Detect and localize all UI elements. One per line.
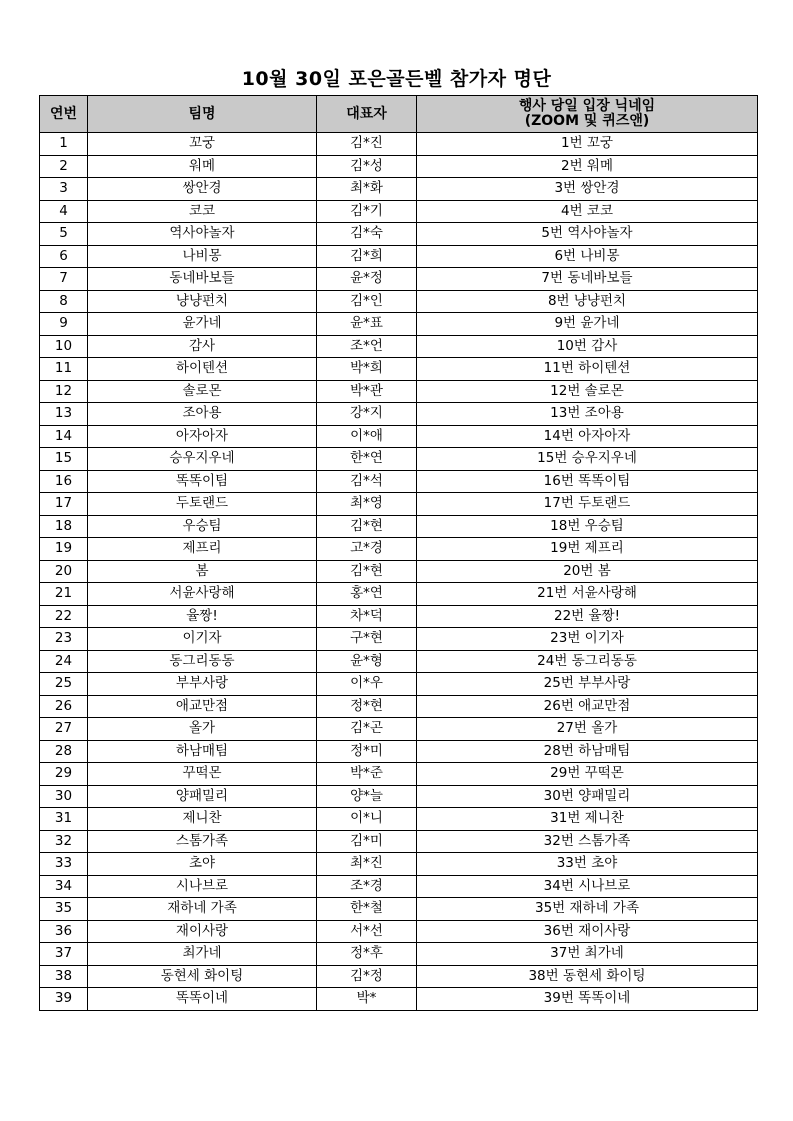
cell-nickname: 25번 부부사랑: [417, 673, 758, 696]
table-row: [40, 200, 758, 223]
cell-nickname: 3번 쌍안경: [417, 178, 758, 201]
cell-nickname: 36번 재이사랑: [417, 920, 758, 943]
table-row: [40, 898, 758, 921]
cell-team-name: 애교만점: [88, 695, 317, 718]
cell-nickname: 38번 동현세 화이팅: [417, 965, 758, 988]
cell-representative: 김*미: [317, 830, 417, 853]
cell-team-name: 승우지우네: [88, 448, 317, 471]
cell-representative: 박*관: [317, 380, 417, 403]
cell-representative: 박*준: [317, 763, 417, 786]
cell-number: 10: [40, 335, 88, 358]
table-row: [40, 313, 758, 336]
table-row: [40, 538, 758, 561]
cell-team-name: 제프리: [88, 538, 317, 561]
cell-nickname: 12번 솔로몬: [417, 380, 758, 403]
cell-number: 29: [40, 763, 88, 786]
cell-representative: 조*언: [317, 335, 417, 358]
cell-nickname: 10번 감사: [417, 335, 758, 358]
table-row: [40, 943, 758, 966]
cell-nickname: 24번 동그리동동: [417, 650, 758, 673]
cell-team-name: 조아용: [88, 403, 317, 426]
cell-team-name: 솔로몬: [88, 380, 317, 403]
cell-team-name: 재하네 가족: [88, 898, 317, 921]
table-row: [40, 830, 758, 853]
cell-number: 6: [40, 245, 88, 268]
cell-nickname: 30번 양패밀리: [417, 785, 758, 808]
cell-nickname: 33번 초야: [417, 853, 758, 876]
cell-representative: 서*선: [317, 920, 417, 943]
cell-team-name: 동그리동동: [88, 650, 317, 673]
cell-number: 20: [40, 560, 88, 583]
cell-number: 13: [40, 403, 88, 426]
cell-number: 4: [40, 200, 88, 223]
cell-number: 22: [40, 605, 88, 628]
cell-nickname: 4번 코코: [417, 200, 758, 223]
table-row: [40, 358, 758, 381]
cell-representative: 김*성: [317, 155, 417, 178]
cell-team-name: 하남매팀: [88, 740, 317, 763]
header-nickname: [417, 96, 758, 133]
cell-nickname: 6번 나비몽: [417, 245, 758, 268]
cell-number: 38: [40, 965, 88, 988]
cell-representative: 구*현: [317, 628, 417, 651]
cell-team-name: 율짱!: [88, 605, 317, 628]
cell-number: 27: [40, 718, 88, 741]
table-row: [40, 335, 758, 358]
cell-representative: 박*희: [317, 358, 417, 381]
cell-number: 17: [40, 493, 88, 516]
cell-nickname: 2번 워메: [417, 155, 758, 178]
cell-team-name: 동네바보들: [88, 268, 317, 291]
table-row: [40, 380, 758, 403]
cell-team-name: 똑똑이팀: [88, 470, 317, 493]
cell-representative: 최*진: [317, 853, 417, 876]
table-row: [40, 133, 758, 156]
cell-team-name: 이기자: [88, 628, 317, 651]
cell-nickname: 37번 최가네: [417, 943, 758, 966]
cell-number: 39: [40, 988, 88, 1011]
header-representative: 대표자: [317, 96, 417, 133]
cell-nickname: 22번 율짱!: [417, 605, 758, 628]
cell-nickname: 7번 동네바보들: [417, 268, 758, 291]
table-row: [40, 268, 758, 291]
cell-representative: 한*철: [317, 898, 417, 921]
table-row: [40, 560, 758, 583]
cell-representative: 윤*정: [317, 268, 417, 291]
table-row: [40, 763, 758, 786]
header-nickname-line2: (ZOOM 및 퀴즈앤): [524, 113, 650, 129]
cell-team-name: 냥냥펀치: [88, 290, 317, 313]
cell-team-name: 감사: [88, 335, 317, 358]
cell-nickname: 15번 승우지우네: [417, 448, 758, 471]
header-team-name: 팀명: [88, 96, 317, 133]
cell-team-name: 우승팀: [88, 515, 317, 538]
cell-representative: 정*미: [317, 740, 417, 763]
cell-nickname: 35번 재하네 가족: [417, 898, 758, 921]
cell-nickname: 1번 꼬궁: [417, 133, 758, 156]
cell-representative: 김*현: [317, 560, 417, 583]
cell-number: 31: [40, 808, 88, 831]
cell-team-name: 아자아자: [88, 425, 317, 448]
table-row: [40, 583, 758, 606]
cell-team-name: 동현세 화이팅: [88, 965, 317, 988]
table-row: [40, 515, 758, 538]
cell-number: 28: [40, 740, 88, 763]
cell-team-name: 쌍안경: [88, 178, 317, 201]
cell-team-name: 시나브로: [88, 875, 317, 898]
cell-nickname: 31번 제니찬: [417, 808, 758, 831]
cell-team-name: 제니찬: [88, 808, 317, 831]
cell-nickname: 5번 역사야놀자: [417, 223, 758, 246]
cell-representative: 홍*연: [317, 583, 417, 606]
table-row: [40, 628, 758, 651]
table-row: [40, 785, 758, 808]
table-row: [40, 178, 758, 201]
header-number: 연번: [40, 96, 88, 133]
cell-number: 1: [40, 133, 88, 156]
cell-nickname: 20번 봄: [417, 560, 758, 583]
cell-representative: 차*덕: [317, 605, 417, 628]
cell-representative: 김*희: [317, 245, 417, 268]
table-row: [40, 155, 758, 178]
cell-nickname: 39번 똑똑이네: [417, 988, 758, 1011]
cell-team-name: 양패밀리: [88, 785, 317, 808]
table-row: [40, 425, 758, 448]
cell-nickname: 28번 하남매팀: [417, 740, 758, 763]
table-row: [40, 223, 758, 246]
cell-nickname: 32번 스톰가족: [417, 830, 758, 853]
cell-team-name: 윤가네: [88, 313, 317, 336]
cell-number: 24: [40, 650, 88, 673]
cell-representative: 정*후: [317, 943, 417, 966]
cell-number: 9: [40, 313, 88, 336]
table-body: [40, 133, 758, 1011]
cell-team-name: 똑똑이네: [88, 988, 317, 1011]
cell-number: 30: [40, 785, 88, 808]
cell-number: 32: [40, 830, 88, 853]
cell-number: 25: [40, 673, 88, 696]
cell-number: 15: [40, 448, 88, 471]
cell-nickname: 18번 우승팀: [417, 515, 758, 538]
cell-nickname: 29번 꾸떡몬: [417, 763, 758, 786]
participant-table: [39, 95, 758, 1011]
cell-number: 19: [40, 538, 88, 561]
table-row: [40, 290, 758, 313]
header-nickname-line1: 행사 당일 입장 닉네임: [518, 98, 656, 114]
cell-representative: 이*애: [317, 425, 417, 448]
table-row: [40, 808, 758, 831]
cell-nickname: 27번 올가: [417, 718, 758, 741]
cell-representative: 윤*표: [317, 313, 417, 336]
cell-number: 37: [40, 943, 88, 966]
cell-number: 3: [40, 178, 88, 201]
cell-number: 8: [40, 290, 88, 313]
cell-team-name: 부부사랑: [88, 673, 317, 696]
cell-team-name: 코코: [88, 200, 317, 223]
cell-number: 35: [40, 898, 88, 921]
cell-number: 34: [40, 875, 88, 898]
cell-nickname: 16번 똑똑이팀: [417, 470, 758, 493]
table-row: [40, 965, 758, 988]
cell-number: 33: [40, 853, 88, 876]
cell-number: 7: [40, 268, 88, 291]
cell-representative: 김*정: [317, 965, 417, 988]
cell-representative: 조*경: [317, 875, 417, 898]
cell-number: 5: [40, 223, 88, 246]
table-row: [40, 245, 758, 268]
cell-representative: 김*현: [317, 515, 417, 538]
cell-nickname: 8번 냥냥펀치: [417, 290, 758, 313]
cell-team-name: 꾸떡몬: [88, 763, 317, 786]
cell-team-name: 스톰가족: [88, 830, 317, 853]
cell-team-name: 꼬궁: [88, 133, 317, 156]
cell-number: 23: [40, 628, 88, 651]
cell-team-name: 두토랜드: [88, 493, 317, 516]
cell-nickname: 9번 윤가네: [417, 313, 758, 336]
cell-representative: 김*석: [317, 470, 417, 493]
cell-number: 18: [40, 515, 88, 538]
cell-representative: 양*늘: [317, 785, 417, 808]
cell-representative: 김*진: [317, 133, 417, 156]
cell-representative: 윤*형: [317, 650, 417, 673]
cell-team-name: 서윤사랑해: [88, 583, 317, 606]
cell-team-name: 워메: [88, 155, 317, 178]
cell-representative: 최*영: [317, 493, 417, 516]
cell-representative: 이*우: [317, 673, 417, 696]
cell-nickname: 14번 아자아자: [417, 425, 758, 448]
cell-team-name: 하이텐션: [88, 358, 317, 381]
cell-representative: 최*화: [317, 178, 417, 201]
table-row: [40, 403, 758, 426]
table-row: [40, 448, 758, 471]
cell-number: 21: [40, 583, 88, 606]
cell-nickname: 23번 이기자: [417, 628, 758, 651]
cell-number: 11: [40, 358, 88, 381]
cell-nickname: 34번 시나브로: [417, 875, 758, 898]
cell-nickname: 11번 하이텐션: [417, 358, 758, 381]
cell-representative: 강*지: [317, 403, 417, 426]
cell-representative: 김*숙: [317, 223, 417, 246]
table-row: [40, 650, 758, 673]
cell-team-name: 올가: [88, 718, 317, 741]
table-row: [40, 470, 758, 493]
cell-nickname: 26번 애교만점: [417, 695, 758, 718]
table-row: [40, 493, 758, 516]
table-row: [40, 740, 758, 763]
cell-number: 14: [40, 425, 88, 448]
cell-number: 2: [40, 155, 88, 178]
table-row: [40, 695, 758, 718]
cell-nickname: 19번 제프리: [417, 538, 758, 561]
cell-representative: 김*곤: [317, 718, 417, 741]
cell-team-name: 최가네: [88, 943, 317, 966]
table-row: [40, 605, 758, 628]
cell-nickname: 17번 두토랜드: [417, 493, 758, 516]
cell-team-name: 재이사랑: [88, 920, 317, 943]
cell-team-name: 역사야놀자: [88, 223, 317, 246]
document-title: 10월 30일 포은골든벨 참가자 명단: [241, 68, 552, 90]
header-row: [40, 96, 758, 133]
cell-representative: 정*현: [317, 695, 417, 718]
cell-number: 16: [40, 470, 88, 493]
cell-representative: 고*경: [317, 538, 417, 561]
cell-nickname: 21번 서윤사랑해: [417, 583, 758, 606]
cell-team-name: 봄: [88, 560, 317, 583]
table-row: [40, 988, 758, 1011]
cell-number: 36: [40, 920, 88, 943]
cell-number: 26: [40, 695, 88, 718]
cell-representative: 이*니: [317, 808, 417, 831]
cell-representative: 김*인: [317, 290, 417, 313]
table-row: [40, 718, 758, 741]
cell-nickname: 13번 조아용: [417, 403, 758, 426]
cell-representative: 박*: [317, 988, 417, 1011]
table-row: [40, 875, 758, 898]
cell-number: 12: [40, 380, 88, 403]
cell-team-name: 나비몽: [88, 245, 317, 268]
table-row: [40, 920, 758, 943]
table-row: [40, 853, 758, 876]
cell-representative: 김*기: [317, 200, 417, 223]
cell-team-name: 초야: [88, 853, 317, 876]
cell-representative: 한*연: [317, 448, 417, 471]
table-row: [40, 673, 758, 696]
